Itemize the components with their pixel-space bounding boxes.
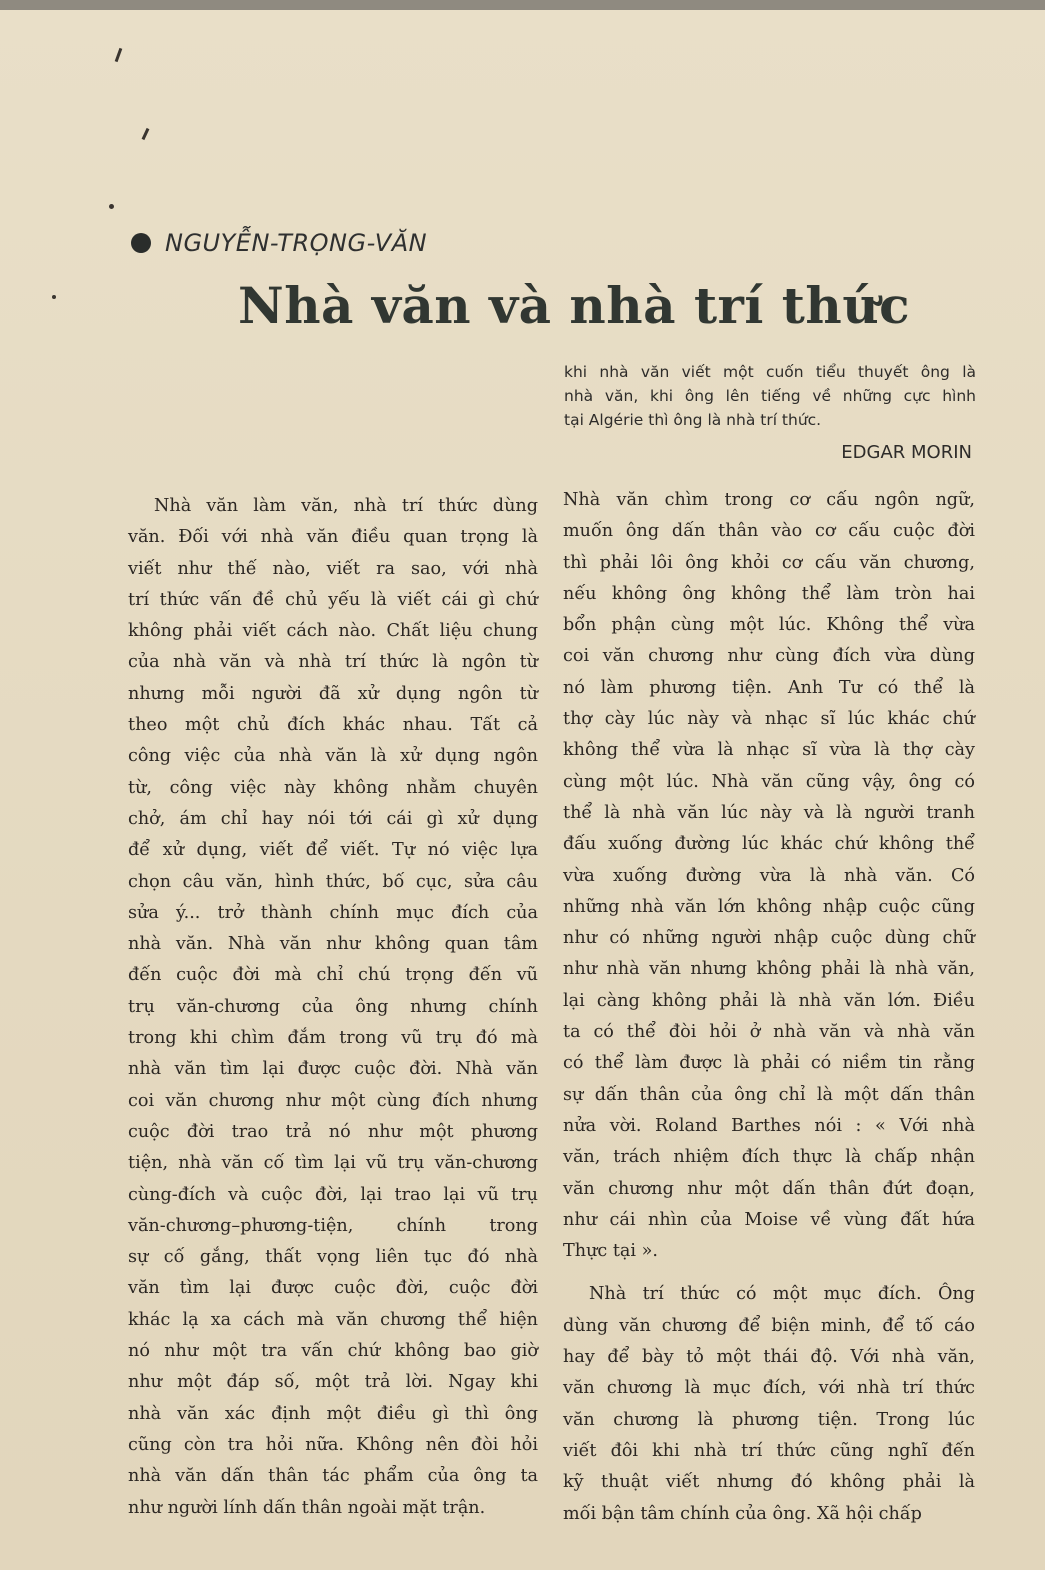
text-line: cùng-đích và cuộc đời, lại trao lại vũ trụ [128, 1184, 538, 1205]
text-line: sự dấn thân của ông chỉ là một dấn thân [563, 1084, 975, 1105]
text-line: như người lính dấn thân ngoài mặt trận. [128, 1497, 486, 1518]
text-line: dùng văn chương để biện minh, để tố cáo [563, 1315, 975, 1336]
text-line: để xử dụng, viết để viết. Tự nó việc lựa [128, 840, 538, 861]
author-name: NGUYỄN-TRỌNG-VĂN [165, 229, 428, 257]
ink-mark [142, 128, 150, 140]
text-line: những nhà văn lớn không nhập cuộc cũng [563, 896, 975, 917]
text-line: văn, trách nhiệm đích thực là chấp nhận [563, 1147, 975, 1168]
text-line: cùng một lúc. Nhà văn cũng vậy, ông có [563, 771, 975, 792]
right-paragraph-2 [563, 1279, 975, 1529]
text-line: của nhà văn và nhà trí thức là ngôn từ [128, 652, 538, 673]
text-line: văn tìm lại được cuộc đời, cuộc đời [128, 1278, 538, 1299]
text-line: Nhà văn chìm trong cơ cấu ngôn ngữ, [563, 490, 975, 510]
text-line: coi văn chương như cùng đích vừa dùng [563, 646, 975, 667]
ink-mark [115, 48, 123, 62]
text-line: coi văn chương như một cùng đích nhưng [128, 1090, 538, 1111]
text-line: trí thức vấn đề chủ yếu là viết cái gì chứ [128, 589, 538, 610]
text-line: đấu xuống đường lúc khác chứ không thể [563, 834, 975, 855]
text-line: không thể vừa là nhạc sĩ vừa là thợ cày [563, 740, 975, 761]
text-line: văn chương như một dấn thân đứt đoạn, [563, 1178, 975, 1199]
text-line: nhưng mỗi người đã xử dụng ngôn từ [128, 683, 538, 704]
text-line: sửa ý... trở thành chính mục đích của [128, 902, 538, 923]
text-line: nó như một tra vấn chứ không bao giờ [128, 1341, 538, 1362]
text-line: nhà văn dấn thân tác phẩm của ông ta [128, 1466, 538, 1487]
text-line: nó làm phương tiện. Anh Tư có thể là [563, 677, 975, 698]
text-line: viết như thế nào, viết ra sao, với nhà [128, 558, 538, 579]
text-line: Nhà văn làm văn, nhà trí thức dùng [154, 496, 538, 516]
text-line: có thể làm được là phải có niềm tin rằng [563, 1053, 975, 1074]
text-line: kỹ thuật viết nhưng đó không phải là [563, 1472, 975, 1493]
text-line: nhà văn xác định một điều gì thì ông [128, 1403, 538, 1424]
text-line: tiện, nhà văn cố tìm lại vũ trụ văn-chương [128, 1153, 538, 1174]
text-line: bổn phận cùng một lúc. Không thể vừa [563, 615, 975, 636]
text-line: sự cố gắng, thất vọng liên tục đó nhà [128, 1247, 538, 1268]
text-line: Nhà trí thức có một mục đích. Ông [589, 1284, 975, 1305]
text-line: trụ văn-chương của ông nhưng chính [128, 996, 538, 1017]
text-line: thì phải lôi ông khỏi cơ cấu văn chương, [563, 552, 975, 573]
text-line: văn. Đối với nhà văn điều quan trọng là [128, 527, 538, 548]
text-line: không phải viết cách nào. Chất liệu chung [128, 621, 538, 642]
text-line: từ, công việc này không nhằm chuyên [128, 777, 538, 798]
text-line: đến cuộc đời mà chỉ chú trọng đến vũ [128, 965, 538, 986]
text-line: hay để bày tỏ một thái độ. Với nhà văn, [563, 1347, 975, 1368]
text-line: chở, ám chỉ hay nói tới cái gì xử dụng [128, 808, 538, 829]
text-line: viết đôi khi nhà trí thức cũng nghĩ đến [563, 1440, 975, 1461]
text-line: cũng còn tra hỏi nữa. Không nên đòi hỏi [128, 1434, 538, 1455]
text-line: Thực tại ». [563, 1241, 658, 1262]
text-line: như một đáp số, một trả lời. Ngay khi [128, 1372, 538, 1393]
text-line: thể là nhà văn lúc này và là người tranh [563, 802, 975, 823]
epigraph-attribution: EDGAR MORIN [841, 442, 972, 463]
text-line: muốn ông dấn thân vào cơ cấu cuộc đời [563, 521, 975, 542]
page-top-edge [0, 0, 1045, 10]
text-line: văn chương là mục đích, với nhà trí thức [563, 1378, 975, 1399]
bullet-icon [131, 233, 151, 253]
text-line: văn chương là phương tiện. Trong lúc [563, 1409, 975, 1430]
epigraph [564, 360, 976, 432]
right-column [563, 485, 975, 1530]
article-author [131, 229, 427, 257]
text-line: khác lạ xa cách mà văn chương thể hiện [128, 1309, 538, 1330]
text-line: văn-chương–phương-tiện, chính trong [128, 1215, 538, 1236]
text-line: nếu không ông không thể làm tròn hai [563, 583, 975, 604]
text-line: như có những người nhập cuộc dùng chữ [563, 928, 975, 949]
text-line: vừa xuống đường vừa là nhà văn. Có [563, 865, 975, 886]
right-paragraph-1 [563, 485, 975, 1267]
text-line: nhà văn. Nhà văn như không quan tâm [128, 934, 538, 955]
article-title: Nhà văn và nhà trí thức [238, 276, 911, 335]
text-line: như cái nhìn của Moise về vùng đất hứa [563, 1209, 975, 1230]
text-line: ta có thể đòi hỏi ở nhà văn và nhà văn [563, 1022, 975, 1043]
left-column [128, 491, 538, 1524]
epigraph-line: nhà văn, khi ông lên tiếng về những cực hình [564, 387, 976, 405]
text-line: mối bận tâm chính của ông. Xã hội chấp [563, 1503, 922, 1524]
ink-mark [52, 295, 56, 299]
text-line: nửa vời. Roland Barthes nói : « Với nhà [563, 1115, 975, 1136]
text-line: theo một chủ đích khác nhau. Tất cả [128, 715, 538, 736]
text-line: lại càng không phải là nhà văn lớn. Điều [563, 990, 975, 1011]
text-line: công việc của nhà văn là xử dụng ngôn [128, 746, 538, 767]
epigraph-line: tại Algérie thì ông là nhà trí thức. [564, 411, 822, 429]
epigraph-line: khi nhà văn viết một cuốn tiểu thuyết ông là [564, 363, 976, 381]
text-line: như nhà văn nhưng không phải là nhà văn, [563, 959, 975, 980]
ink-mark [109, 204, 114, 209]
text-line: chọn câu văn, hình thức, bố cục, sửa câu [128, 871, 538, 892]
text-line: nhà văn tìm lại được cuộc đời. Nhà văn [128, 1059, 538, 1080]
text-line: trong khi chìm đắm trong vũ trụ đó mà [128, 1028, 538, 1049]
text-line: thợ cày lúc này và nhạc sĩ lúc khác chứ [563, 709, 975, 730]
text-line: cuộc đời trao trả nó như một phương [128, 1121, 538, 1142]
